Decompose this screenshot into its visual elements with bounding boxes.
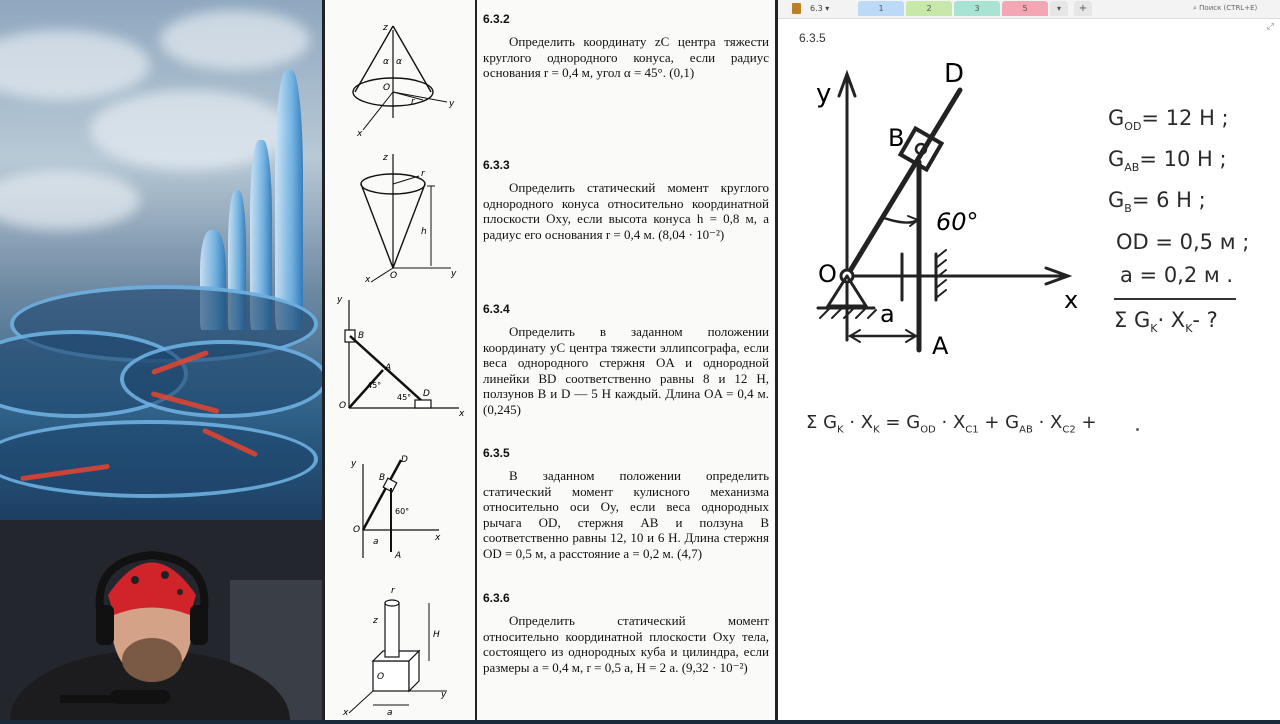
unknown-line: Σ $G_K\cdot X_K-$ ?: [1114, 307, 1218, 335]
search-box[interactable]: [1193, 0, 1279, 17]
tab-label: 3: [974, 4, 980, 13]
cone-figure: [325, 0, 477, 146]
fig-label: O: [339, 401, 347, 411]
ellipsograph-figure: [325, 290, 477, 434]
tab-5[interactable]: [1002, 1, 1048, 16]
section-name: 6.3: [810, 4, 823, 13]
given-line: $G_{OD}= 12$ H ;: [1108, 106, 1229, 134]
problem-text: Определить координату zC центра тяжести круглого однородного конуса, если радиус основания r = 0,4 м, угол α = 45°. (0,1): [483, 34, 769, 80]
fig-label: a: [373, 537, 379, 547]
drawing-label: B: [888, 124, 905, 152]
notebook-icon[interactable]: [792, 3, 801, 14]
inverted-cone-figure: [325, 146, 477, 290]
search-placeholder: Поиск (CTRL+E): [1199, 4, 1258, 12]
fig-label: y: [441, 690, 447, 700]
section-selector[interactable]: [810, 0, 829, 17]
onenote-window: [778, 0, 1280, 720]
divider-line: [1114, 298, 1236, 300]
fig-label: α: [383, 57, 389, 67]
given-line: OD = 0,5 м ;: [1116, 229, 1250, 254]
fig-label: x: [435, 533, 441, 543]
cube-cylinder-figure: [325, 579, 477, 720]
drawing-label: A: [932, 332, 949, 360]
fig-label: A: [385, 363, 392, 373]
problem-number: 6.3.6: [483, 591, 510, 605]
problem-number: 6.3.2: [483, 12, 510, 26]
problem-6-3-4: [325, 290, 775, 436]
tab-1[interactable]: [858, 1, 904, 16]
fig-label: D: [401, 455, 408, 465]
fig-label: D: [423, 389, 430, 399]
tab-2[interactable]: [906, 1, 952, 16]
fig-label: y: [449, 99, 455, 109]
drawing-label: D: [944, 59, 965, 89]
fig-label: 45°: [367, 381, 382, 390]
moment-equation: Σ $G_K \cdot X_K = G_{OD} \cdot X_{C1} + G_{AB} \cdot X_{C2}$ +: [806, 412, 1097, 436]
more-tabs-button[interactable]: [1050, 1, 1068, 16]
problem-6-3-6: [325, 579, 775, 720]
fig-label: r: [391, 586, 395, 596]
fig-label: y: [337, 295, 343, 305]
textbook-page: [322, 0, 778, 720]
drawing-label: y: [816, 79, 832, 109]
fig-label: O: [390, 271, 398, 281]
problem-number: 6.3.5: [483, 446, 510, 460]
problem-text: Определить в заданном положении координату yC центра тяжести эллипсографа, если веса однородного стержня OA и однородной линейки BD соответственно равны 8 и 12 Н, ползунов B и D — 5 Н каждый. Длина OA = 0,4 м. (0,245): [483, 324, 769, 417]
chevron-down-icon: ▾: [1056, 4, 1061, 13]
fig-label: α: [396, 57, 402, 67]
fig-label: r: [411, 97, 415, 107]
tab-label: 2: [926, 4, 932, 13]
fig-label: 45°: [397, 393, 412, 402]
given-line: $G_{AB}= 10$ H ;: [1108, 147, 1227, 175]
fig-label: a: [387, 708, 393, 718]
fig-label: O: [353, 525, 361, 535]
rocker-mechanism-figure: [325, 434, 477, 579]
tab-label: 1: [878, 4, 884, 13]
fig-label: B: [379, 473, 386, 483]
fig-label: 60°: [395, 507, 410, 516]
fig-label: y: [351, 459, 357, 469]
fig-label: z: [383, 23, 388, 33]
problem-6-3-3: [325, 146, 775, 292]
givens-block: [1108, 102, 1273, 345]
fig-label: y: [451, 269, 457, 279]
drawing-label: a: [880, 300, 895, 328]
drawing-label: 60°: [936, 208, 979, 236]
problem-6-3-2: [325, 0, 775, 148]
problem-text: В заданном положении определить статический момент кулисного механизма относительно оси Oy, если веса однородных рычага OD, стержня AB и ползуна B соответственно равны 12, 10 и 6 Н. Длина стержня OD = 0,5 м, а расстояние a = 0,2 м. (4,7): [483, 468, 769, 561]
fig-label: O: [377, 672, 385, 682]
fig-label: x: [343, 708, 349, 718]
tab-3[interactable]: [954, 1, 1000, 16]
drawing-label: O: [818, 260, 837, 288]
fig-label: A: [395, 551, 402, 561]
search-icon: ⌕: [1193, 4, 1197, 12]
fig-label: h: [421, 227, 427, 237]
add-tab-button[interactable]: [1074, 1, 1092, 16]
given-line: a = 0,2 м .: [1120, 262, 1234, 287]
fig-label: B: [358, 331, 365, 341]
drawing-label: x: [1064, 286, 1079, 314]
fig-label: z: [383, 153, 388, 163]
add-tab-label: +: [1078, 3, 1088, 14]
fig-label: H: [433, 630, 440, 640]
fig-label: x: [459, 409, 465, 419]
fig-label: x: [357, 129, 363, 139]
streamer-figure: [0, 520, 322, 720]
given-line: $G_B= 6$ H ;: [1108, 188, 1206, 216]
problem-number: 6.3.3: [483, 158, 510, 172]
problem-text: Определить статический момент круглого однородного конуса относительно координатной плоскости Oxy, если высота конуса h = 0,8 м, а радиус его основания r = 0,4 м. (8,04 · 10⁻²): [483, 180, 769, 242]
problem-number: 6.3.4: [483, 302, 510, 316]
problem-6-3-5: [325, 434, 775, 581]
tab-label: 5: [1022, 4, 1028, 13]
fig-label: x: [365, 275, 371, 285]
fig-label: z: [373, 616, 378, 626]
chevron-down-icon: ▾: [825, 4, 830, 13]
fig-label: O: [383, 83, 391, 93]
handwritten-drawing: [798, 50, 1098, 370]
webcam-overlay: [0, 520, 322, 720]
section-tab-bar: [778, 0, 1280, 19]
expand-icon[interactable]: ⤢: [1266, 22, 1274, 32]
fig-label: r: [421, 169, 425, 179]
problem-text: Определить статический момент относительно координатной плоскости Oxy тела, состоящего из однородных куба и цилиндра, если размеры a = 0,4 м, r = 0,5 a, H = 2 a. (9,32 · 10⁻²): [483, 613, 769, 675]
page-title[interactable]: 6.3.5: [799, 31, 826, 45]
pen-cursor: [1136, 428, 1139, 431]
